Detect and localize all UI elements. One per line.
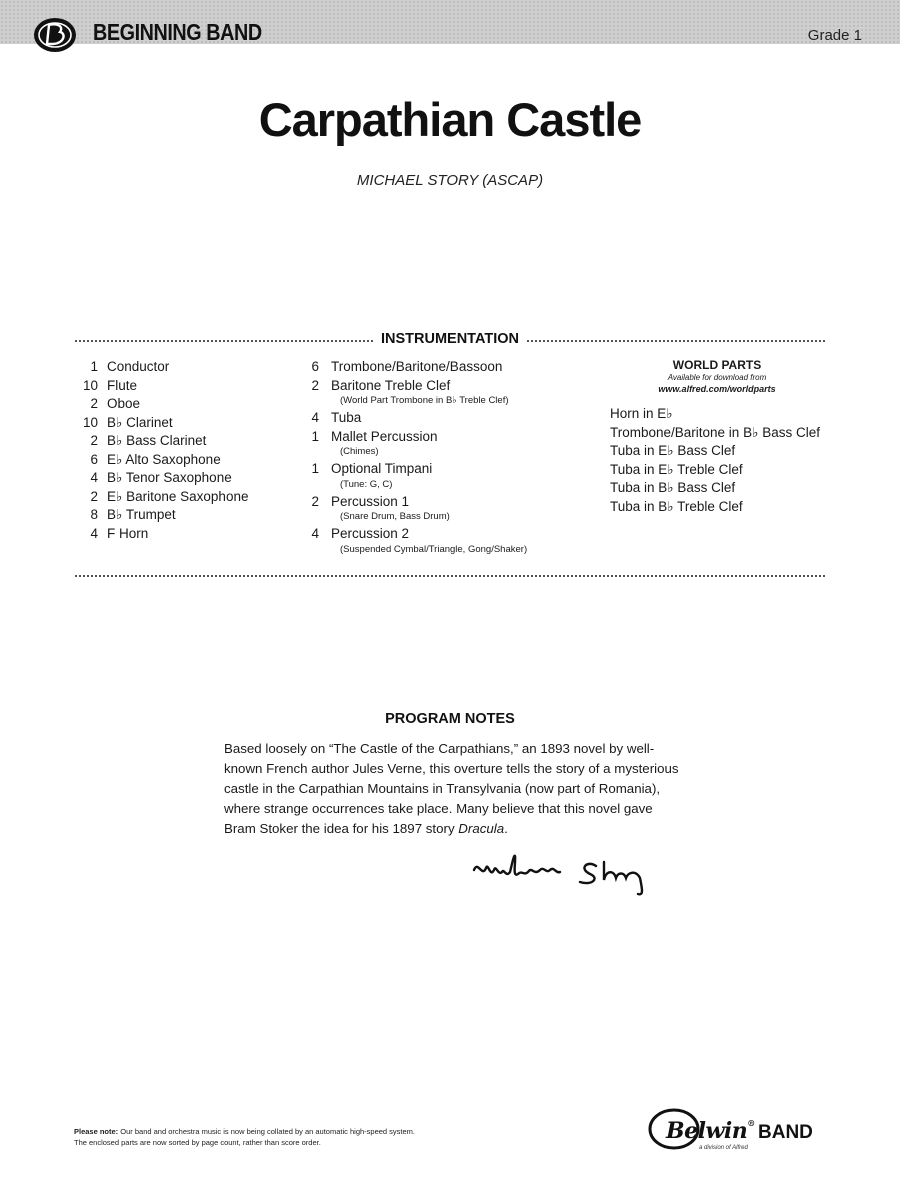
instrument-name: Baritone Treble Clef <box>331 377 451 393</box>
instrumentation-heading-text: INSTRUMENTATION <box>373 331 527 347</box>
instrument-row <box>296 428 596 447</box>
world-parts-column <box>610 358 840 516</box>
instrumentation-column-1 <box>70 358 310 543</box>
instrument-row <box>296 409 596 428</box>
instrument-quantity: 4 <box>90 525 98 541</box>
instrument-row <box>70 506 310 525</box>
program-notes-title: PROGRAM NOTES <box>385 711 515 727</box>
note-line-2: The enclosed parts are now sorted by page count, rather than score order. <box>74 1138 321 1147</box>
instrumentation-column-2 <box>296 358 596 558</box>
grade-level: Grade 1 <box>807 27 862 44</box>
instrument-name: Flute <box>107 377 138 393</box>
note-label: Please note: <box>74 1127 119 1136</box>
world-parts-header <box>652 358 782 396</box>
instrument-quantity: 1 <box>311 428 319 444</box>
program-notes-end: . <box>504 821 508 836</box>
series-title: BEGINNING BAND <box>93 19 262 45</box>
publisher-name-text: Belwin <box>666 1118 748 1144</box>
instrument-row <box>296 460 596 479</box>
instrument-row <box>296 358 596 377</box>
instrument-name: B♭ Trumpet <box>107 507 176 522</box>
instrument-row <box>70 358 310 377</box>
world-parts-list <box>610 405 840 516</box>
world-parts-url: www.alfred.com/worldparts <box>658 384 776 394</box>
instrument-note: (Tune: G, C) <box>340 478 393 490</box>
instrument-name: B♭ Bass Clarinet <box>107 433 207 448</box>
instrument-row <box>70 414 310 433</box>
instrument-note: (Chimes) <box>340 446 379 457</box>
instrument-row <box>296 525 596 544</box>
world-parts-availability: Available for download from <box>667 373 767 382</box>
publisher-band: BAND <box>758 1122 813 1143</box>
instrument-name: B♭ Tenor Saxophone <box>107 470 232 485</box>
composer-signature <box>468 848 673 898</box>
world-part-item: Tuba in B♭ Bass Clef <box>610 480 736 495</box>
world-part-item: Tuba in E♭ Treble Clef <box>610 461 743 477</box>
program-notes-text <box>224 739 679 839</box>
beginning-band-logo <box>33 16 77 54</box>
note-line-1: Our band and orchestra music is now being collated by an automatic high-speed system. <box>118 1127 416 1136</box>
instrument-row <box>70 451 310 470</box>
instrument-note: (World Part Trombone in B♭ Treble Clef) <box>340 395 509 406</box>
instrumentation-heading <box>0 330 900 348</box>
piece-title: Carpathian Castle <box>258 93 642 146</box>
instrument-name: E♭ Baritone Saxophone <box>107 488 249 504</box>
instrument-quantity: 2 <box>90 488 98 504</box>
instrument-quantity: 4 <box>90 470 98 485</box>
instrument-name: B♭ Clarinet <box>107 414 173 430</box>
publisher-division: a division of Alfred <box>699 1145 748 1151</box>
instrumentation-bottom-rule <box>75 575 825 577</box>
instrument-quantity: 2 <box>311 493 319 509</box>
composer-credit: MICHAEL STORY (ASCAP) <box>356 172 544 189</box>
instrument-name: Mallet Percussion <box>331 428 438 444</box>
instrument-quantity: 1 <box>311 461 319 476</box>
instrument-quantity: 8 <box>90 507 98 522</box>
instrument-quantity: 6 <box>90 451 98 467</box>
instrument-quantity: 2 <box>90 433 98 448</box>
instrument-row <box>70 488 310 507</box>
instrument-quantity: 1 <box>90 359 98 374</box>
publisher-logo <box>648 1108 833 1156</box>
instrument-name: E♭ Alto Saxophone <box>107 451 221 467</box>
instrument-row <box>70 377 310 396</box>
collation-note <box>74 1126 544 1148</box>
instrument-name: Percussion 2 <box>331 526 410 541</box>
instrument-quantity: 6 <box>311 359 319 374</box>
instrument-name: Tuba <box>331 410 362 425</box>
world-part-item: Tuba in E♭ Bass Clef <box>610 443 736 458</box>
publisher-name <box>666 1118 755 1144</box>
instrument-row <box>70 525 310 544</box>
instrument-quantity: 2 <box>90 396 98 411</box>
instrument-row <box>296 377 596 396</box>
registered-mark: ® <box>747 1118 755 1128</box>
instrument-quantity: 10 <box>82 377 98 393</box>
instrument-row <box>70 432 310 451</box>
world-part-item: Trombone/Baritone in B♭ Bass Clef <box>610 424 820 440</box>
world-parts-title: WORLD PARTS <box>672 358 762 372</box>
program-notes-dracula: Dracula <box>458 821 505 836</box>
instrument-quantity: 4 <box>311 526 319 541</box>
world-part-item: Horn in E♭ <box>610 406 673 421</box>
instrument-name: Optional Timpani <box>331 461 433 476</box>
instrument-row <box>70 469 310 488</box>
instrument-quantity: 2 <box>311 377 319 393</box>
instrument-note: (Snare Drum, Bass Drum) <box>340 511 450 522</box>
instrument-row <box>296 493 596 512</box>
instrument-name: Oboe <box>107 396 141 411</box>
instrument-name: Percussion 1 <box>331 493 410 509</box>
instrument-name: Trombone/Baritone/Bassoon <box>331 359 503 374</box>
instrument-note: (Suspended Cymbal/Triangle, Gong/Shaker) <box>340 543 528 555</box>
world-part-item: Tuba in B♭ Treble Clef <box>610 498 743 514</box>
instrument-name: Conductor <box>107 359 170 374</box>
instrument-quantity: 4 <box>311 410 319 425</box>
instrument-row <box>70 395 310 414</box>
instrument-name: F Horn <box>107 525 149 541</box>
program-notes-body: Based loosely on “The Castle of the Carpathians,” an 1893 novel by well-known French author Jules Verne, this overture tells the story of a mysterious castle in the Carpathian Mountains in Transylvania (now part of Romania), where strange occurrences take place. Many believe that this novel gave Bram Stoker the idea for his 1897 story <box>224 741 679 836</box>
instrument-quantity: 10 <box>82 414 98 430</box>
